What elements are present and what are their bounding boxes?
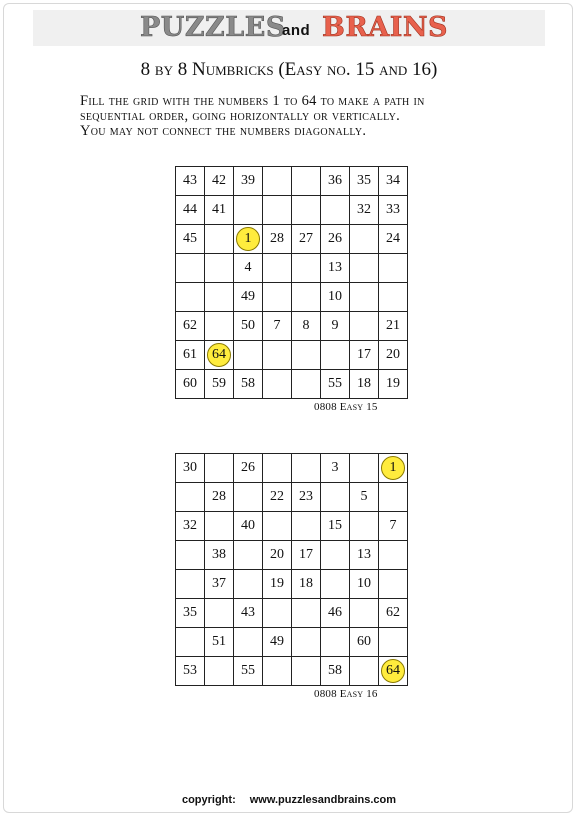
cell-number: 17 <box>357 347 371 362</box>
grid-cell[interactable] <box>292 254 321 283</box>
grid-cell[interactable] <box>350 312 379 341</box>
cell-number: 44 <box>183 202 197 217</box>
cell-number: 10 <box>328 289 342 304</box>
cell-number: 1 <box>381 456 405 480</box>
cell-number: 55 <box>241 663 255 678</box>
copyright-footer <box>0 794 578 806</box>
grid-cell[interactable] <box>176 341 205 370</box>
grid-cell[interactable] <box>234 570 263 599</box>
grid-cell[interactable] <box>205 454 234 483</box>
cell-number: 58 <box>241 376 255 391</box>
cell-number: 27 <box>299 231 313 246</box>
cell-number: 50 <box>241 318 255 333</box>
cell-number: 38 <box>212 547 226 562</box>
puzzle-grid-15 <box>175 166 408 399</box>
cell-number: 43 <box>241 605 255 620</box>
grid-cell[interactable] <box>321 657 350 686</box>
grid-cell[interactable] <box>205 254 234 283</box>
grid-cell[interactable] <box>350 370 379 399</box>
cell-number: 51 <box>212 634 226 649</box>
grid-cell[interactable] <box>379 254 408 283</box>
grid-cell[interactable] <box>321 312 350 341</box>
copyright-label: copyright: <box>181 794 236 806</box>
grid-cell[interactable] <box>205 283 234 312</box>
grid-cell[interactable] <box>263 483 292 512</box>
grid-cell[interactable] <box>379 283 408 312</box>
cell-number: 4 <box>244 260 252 275</box>
grid-cell[interactable] <box>292 454 321 483</box>
grid-cell[interactable] <box>234 599 263 628</box>
grid-cell[interactable] <box>321 370 350 399</box>
cell-number: 35 <box>357 173 371 188</box>
grid-cell[interactable] <box>263 283 292 312</box>
grid-cell[interactable] <box>379 370 408 399</box>
cell-number: 43 <box>183 173 197 188</box>
grid-cell[interactable] <box>350 283 379 312</box>
grid-cell[interactable] <box>263 599 292 628</box>
cell-number: 13 <box>328 260 342 275</box>
grid-row <box>176 454 408 483</box>
grid-cell[interactable] <box>350 454 379 483</box>
grid-cell[interactable] <box>350 341 379 370</box>
cell-number: 32 <box>357 202 371 217</box>
cell-number: 20 <box>386 347 400 362</box>
cell-number: 5 <box>360 489 368 504</box>
grid-cell[interactable] <box>176 541 205 570</box>
grid-cell[interactable] <box>263 167 292 196</box>
grid-cell[interactable] <box>234 283 263 312</box>
grid-row <box>176 341 408 370</box>
grid-cell[interactable] <box>321 254 350 283</box>
grid-cell[interactable] <box>321 541 350 570</box>
grid-cell[interactable] <box>205 225 234 254</box>
grid-cell[interactable] <box>321 483 350 512</box>
grid-cell[interactable] <box>379 341 408 370</box>
grid-cell[interactable] <box>379 312 408 341</box>
cell-number: 32 <box>183 518 197 533</box>
grid-cell[interactable] <box>205 512 234 541</box>
grid-row <box>176 225 408 254</box>
cell-number: 13 <box>357 547 371 562</box>
grid-cell[interactable] <box>379 628 408 657</box>
grid-cell[interactable] <box>292 541 321 570</box>
grid-cell[interactable] <box>176 225 205 254</box>
grid-cell[interactable] <box>234 370 263 399</box>
cell-number: 35 <box>183 605 197 620</box>
grid-cell[interactable] <box>292 599 321 628</box>
grid-cell[interactable] <box>379 657 408 686</box>
grid-row <box>176 167 408 196</box>
grid-cell[interactable] <box>292 657 321 686</box>
grid-cell[interactable] <box>205 196 234 225</box>
cell-number: 55 <box>328 376 342 391</box>
cell-number: 19 <box>386 376 400 391</box>
grid-cell[interactable] <box>205 167 234 196</box>
grid-cell[interactable] <box>292 225 321 254</box>
grid-cell[interactable] <box>205 599 234 628</box>
cell-number: 7 <box>273 318 281 333</box>
grid-cell[interactable] <box>234 657 263 686</box>
grid-cell[interactable] <box>263 454 292 483</box>
grid-cell[interactable] <box>263 312 292 341</box>
cell-number: 40 <box>241 518 255 533</box>
grid-cell[interactable] <box>176 167 205 196</box>
grid-cell[interactable] <box>234 254 263 283</box>
grid-row <box>176 254 408 283</box>
grid-row <box>176 657 408 686</box>
grid-cell[interactable] <box>292 312 321 341</box>
grid-cell[interactable] <box>234 312 263 341</box>
cell-number: 20 <box>270 547 284 562</box>
grid-cell[interactable] <box>234 225 263 254</box>
grid-cell[interactable] <box>292 512 321 541</box>
grid-row <box>176 283 408 312</box>
grid-cell[interactable] <box>234 483 263 512</box>
grid-cell[interactable] <box>321 628 350 657</box>
cell-number: 19 <box>270 576 284 591</box>
grid-cell[interactable] <box>292 167 321 196</box>
grid-cell[interactable] <box>263 196 292 225</box>
grid-cell[interactable] <box>263 341 292 370</box>
grid-cell[interactable] <box>263 370 292 399</box>
cell-number: 8 <box>302 318 310 333</box>
grid-row <box>176 370 408 399</box>
cell-number: 10 <box>357 576 371 591</box>
logo-brains: BRAINS <box>322 12 449 43</box>
page-title: 8 by 8 Numbricks (Easy no. 15 and 16) <box>140 59 438 80</box>
grid-cell[interactable] <box>292 341 321 370</box>
grid-cell[interactable] <box>379 196 408 225</box>
grid-cell[interactable] <box>321 225 350 254</box>
grid-row <box>176 628 408 657</box>
grid-cell[interactable] <box>321 599 350 628</box>
grid-cell[interactable] <box>234 196 263 225</box>
puzzle-caption-15: 0808 Easy 15 <box>314 401 378 413</box>
grid-cell[interactable] <box>263 225 292 254</box>
grid-cell[interactable] <box>350 541 379 570</box>
grid-cell[interactable] <box>321 341 350 370</box>
cell-number: 22 <box>270 489 284 504</box>
grid-row <box>176 599 408 628</box>
grid-cell[interactable] <box>321 512 350 541</box>
instruction-line: sequential order, going horizontally or vertically. <box>80 108 401 124</box>
cell-number: 28 <box>212 489 226 504</box>
grid-cell[interactable] <box>263 657 292 686</box>
grid-cell[interactable] <box>205 341 234 370</box>
cell-number: 1 <box>236 227 260 251</box>
grid-cell[interactable] <box>234 541 263 570</box>
cell-number: 9 <box>331 318 339 333</box>
grid-cell[interactable] <box>263 512 292 541</box>
cell-number: 3 <box>331 460 339 475</box>
cell-number: 58 <box>328 663 342 678</box>
puzzle-caption-16: 0808 Easy 16 <box>314 688 378 700</box>
grid-cell[interactable] <box>292 483 321 512</box>
cell-number: 64 <box>207 343 231 367</box>
grid-cell[interactable] <box>234 167 263 196</box>
cell-number: 41 <box>212 202 226 217</box>
grid-cell[interactable] <box>350 483 379 512</box>
grid-cell[interactable] <box>292 628 321 657</box>
cell-number: 36 <box>328 173 342 188</box>
cell-number: 61 <box>183 347 197 362</box>
instruction-line: You may not connect the numbers diagonally. <box>80 123 367 139</box>
grid-cell[interactable] <box>321 167 350 196</box>
grid-cell[interactable] <box>176 599 205 628</box>
cell-number: 23 <box>299 489 313 504</box>
cell-number: 21 <box>386 318 400 333</box>
grid-cell[interactable] <box>321 196 350 225</box>
cell-number: 59 <box>212 376 226 391</box>
grid-cell[interactable] <box>379 512 408 541</box>
cell-number: 45 <box>183 231 197 246</box>
grid-cell[interactable] <box>176 570 205 599</box>
grid-cell[interactable] <box>176 283 205 312</box>
grid-cell[interactable] <box>205 370 234 399</box>
grid-cell[interactable] <box>350 225 379 254</box>
cell-number: 37 <box>212 576 226 591</box>
grid-cell[interactable] <box>350 254 379 283</box>
grid-row <box>176 312 408 341</box>
grid-cell[interactable] <box>379 167 408 196</box>
grid-row <box>176 483 408 512</box>
grid-cell[interactable] <box>379 570 408 599</box>
cell-number: 46 <box>328 605 342 620</box>
grid-cell[interactable] <box>176 254 205 283</box>
grid-cell[interactable] <box>263 541 292 570</box>
cell-number: 30 <box>183 460 197 475</box>
grid-cell[interactable] <box>263 628 292 657</box>
grid-cell[interactable] <box>379 541 408 570</box>
grid-cell[interactable] <box>350 657 379 686</box>
grid-row <box>176 541 408 570</box>
grid-cell[interactable] <box>379 225 408 254</box>
grid-cell[interactable] <box>176 454 205 483</box>
grid-cell[interactable] <box>379 454 408 483</box>
grid-cell[interactable] <box>205 628 234 657</box>
cell-number: 62 <box>183 318 197 333</box>
cell-number: 15 <box>328 518 342 533</box>
cell-number: 64 <box>381 659 405 683</box>
grid-cell[interactable] <box>292 283 321 312</box>
grid-row <box>176 512 408 541</box>
cell-number: 7 <box>389 518 397 533</box>
grid-cell[interactable] <box>176 370 205 399</box>
cell-number: 24 <box>386 231 400 246</box>
grid-row <box>176 570 408 599</box>
cell-number: 34 <box>386 173 400 188</box>
cell-number: 26 <box>328 231 342 246</box>
grid-cell[interactable] <box>176 312 205 341</box>
grid-cell[interactable] <box>379 599 408 628</box>
logo-puzzles: PUZZLES <box>140 12 286 43</box>
grid-cell[interactable] <box>176 657 205 686</box>
cell-number: 49 <box>270 634 284 649</box>
instructions <box>80 94 540 139</box>
cell-number: 33 <box>386 202 400 217</box>
grid-cell[interactable] <box>350 196 379 225</box>
grid-cell[interactable] <box>350 628 379 657</box>
cell-number: 60 <box>183 376 197 391</box>
cell-number: 18 <box>357 376 371 391</box>
grid-cell[interactable] <box>176 628 205 657</box>
grid-cell[interactable] <box>205 570 234 599</box>
cell-number: 26 <box>241 460 255 475</box>
grid-cell[interactable] <box>292 196 321 225</box>
puzzle-grid-16 <box>175 453 408 686</box>
instruction-line: Fill the grid with the numbers 1 to 64 to make a path in <box>80 93 425 109</box>
grid-cell[interactable] <box>234 341 263 370</box>
grid-cell[interactable] <box>263 254 292 283</box>
copyright-site-link[interactable]: www.puzzlesandbrains.com <box>249 794 397 806</box>
grid-cell[interactable] <box>263 570 292 599</box>
grid-cell[interactable] <box>321 454 350 483</box>
grid-row <box>176 196 408 225</box>
grid-cell[interactable] <box>379 483 408 512</box>
grid-cell[interactable] <box>176 512 205 541</box>
grid-cell[interactable] <box>205 657 234 686</box>
grid-cell[interactable] <box>350 512 379 541</box>
cell-number: 39 <box>241 173 255 188</box>
grid-cell[interactable] <box>234 628 263 657</box>
grid-cell[interactable] <box>292 570 321 599</box>
cell-number: 18 <box>299 576 313 591</box>
grid-cell[interactable] <box>176 483 205 512</box>
grid-cell[interactable] <box>205 541 234 570</box>
cell-number: 62 <box>386 605 400 620</box>
grid-cell[interactable] <box>292 370 321 399</box>
logo-and: and <box>282 22 311 39</box>
grid-cell[interactable] <box>321 570 350 599</box>
grid-cell[interactable] <box>234 454 263 483</box>
grid-cell[interactable] <box>321 283 350 312</box>
cell-number: 28 <box>270 231 284 246</box>
grid-cell[interactable] <box>205 483 234 512</box>
grid-cell[interactable] <box>350 167 379 196</box>
cell-number: 42 <box>212 173 226 188</box>
grid-cell[interactable] <box>176 196 205 225</box>
cell-number: 53 <box>183 663 197 678</box>
grid-cell[interactable] <box>234 512 263 541</box>
grid-cell[interactable] <box>205 312 234 341</box>
cell-number: 17 <box>299 547 313 562</box>
cell-number: 49 <box>241 289 255 304</box>
grid-cell[interactable] <box>350 570 379 599</box>
cell-number: 60 <box>357 634 371 649</box>
grid-cell[interactable] <box>350 599 379 628</box>
